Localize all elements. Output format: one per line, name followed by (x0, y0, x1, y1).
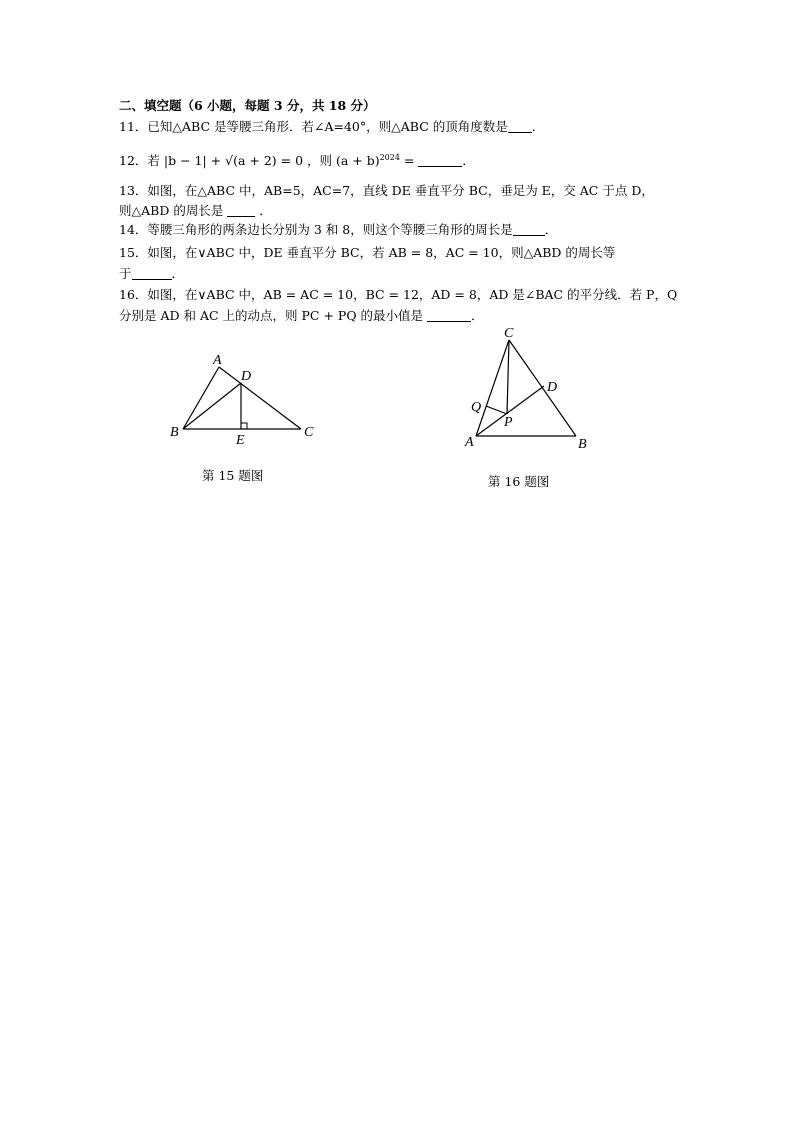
question-11 (119, 119, 544, 135)
question-text: 分别是 AD 和 AC 上的动点，则 PC + PQ 的最小值是 (119, 308, 424, 323)
question-number: 16． (119, 287, 148, 302)
question-number: 11． (119, 119, 148, 134)
label-A: A (213, 353, 222, 368)
segment-PC (507, 340, 509, 414)
label-B: B (170, 425, 179, 440)
segment-PQ (486, 406, 507, 414)
question-16-line-2 (119, 308, 484, 324)
label-A: A (465, 435, 474, 450)
question-14 (119, 222, 557, 238)
answer-blank (418, 154, 462, 167)
segment-BD (183, 383, 241, 429)
question-text: 则△ABD 的周长是 (119, 203, 224, 218)
label-P: P (504, 415, 513, 430)
question-text: 已知△ABC 是等腰三角形．若∠A=40°，则△ABC 的顶角度数是 (147, 119, 508, 134)
question-text-end: ． (531, 119, 545, 134)
answer-blank (227, 204, 255, 217)
question-13-line-1 (119, 183, 654, 199)
figure-16-caption: 第 16 题图 (488, 474, 550, 489)
label-C: C (504, 326, 514, 341)
question-13-line-2 (119, 203, 272, 219)
question-text-end: ． (471, 308, 484, 323)
figure-15 (165, 345, 325, 445)
answer-blank (132, 267, 172, 280)
figure-16 (460, 322, 595, 452)
answer-blank (513, 223, 545, 236)
segment-AB (183, 367, 219, 429)
question-text: 如图，在∨ABC 中，AB = AC = 10，BC = 12，AD = 8，AD 是∠BAC 的平分线．若 P，Q (147, 287, 678, 302)
segment-BC (509, 340, 576, 436)
label-C: C (304, 425, 314, 440)
question-15-line-1 (119, 245, 615, 261)
question-12 (119, 150, 475, 169)
question-text-end: ． (544, 222, 558, 237)
section-heading: 二、填空题（6 小题，每题 3 分，共 18 分） (119, 98, 376, 113)
figure-15-caption: 第 15 题图 (202, 468, 264, 483)
question-number: 13． (119, 183, 148, 198)
question-text: 等腰三角形的两条边长分别为 3 和 8，则这个等腰三角形的周长是 (147, 222, 513, 237)
question-text: 如图，在∨ABC 中，DE 垂直平分 BC，若 AB = 8，AC = 10，则△ABD 的周长等 (147, 245, 616, 260)
right-angle-mark (241, 423, 247, 429)
label-B: B (578, 437, 587, 452)
label-Q: Q (471, 400, 482, 415)
question-15-line-2 (119, 266, 184, 282)
label-D: D (241, 369, 252, 384)
answer-blank (427, 309, 471, 322)
question-text: 于 (119, 266, 132, 281)
answer-blank (508, 120, 532, 133)
exponent: 2024 (379, 153, 400, 162)
equals-sign: = (399, 153, 419, 169)
label-E: E (236, 433, 245, 445)
question-text: 若 |b − 1| + √(a + 2) = 0 ，则 (a + b) (147, 153, 380, 169)
question-number: 15． (119, 245, 148, 260)
question-number: 14． (119, 222, 148, 237)
question-text: 如图，在△ABC 中，AB=5，AC=7，直线 DE 垂直平分 BC，垂足为 E，交 AC 于点 D， (147, 183, 654, 198)
question-number: 12． (119, 153, 148, 169)
question-text-end: ． (462, 153, 475, 169)
label-D: D (547, 380, 558, 395)
question-16-line-1 (119, 287, 677, 303)
question-text-end: ． (171, 266, 185, 281)
question-text-end: ． (259, 203, 272, 218)
segment-AC (219, 367, 301, 429)
